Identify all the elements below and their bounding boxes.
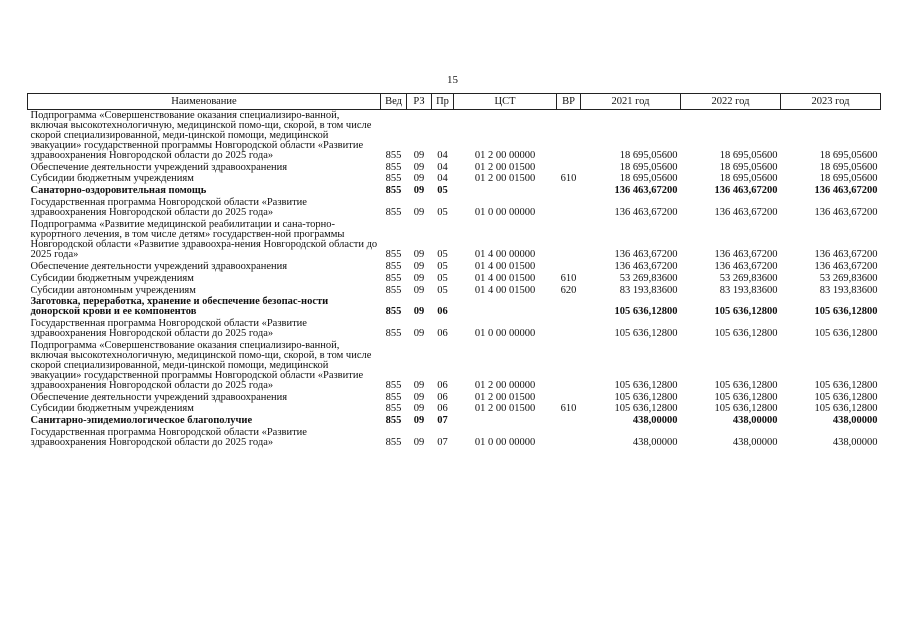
- row-2021-value: 18 695,05600: [619, 173, 678, 185]
- row-ved: 855: [385, 391, 402, 403]
- table-row: [28, 296, 881, 318]
- row-rz: 09: [413, 391, 425, 403]
- row-vr: [557, 197, 581, 219]
- row-ved: 855: [385, 415, 402, 427]
- row-rz: 09: [413, 272, 425, 284]
- row-2021-value: 438,00000: [632, 415, 678, 427]
- row-rz: 09: [413, 207, 425, 219]
- row-rz: 09: [413, 328, 425, 340]
- row-2022-value: 136 463,67200: [714, 260, 778, 272]
- row-pr: 06: [437, 379, 448, 391]
- row-2022-value: 105 636,12800: [714, 306, 778, 318]
- table-row: [28, 392, 881, 404]
- row-cst: 01 2 00 01500: [474, 391, 536, 403]
- row-name: Обеспечение деятельности учреждений здравоохранения: [30, 260, 288, 272]
- row-pr: 05: [437, 272, 448, 284]
- row-vr: [557, 340, 581, 392]
- row-rz: 09: [413, 149, 425, 161]
- row-rz: 09: [413, 161, 425, 173]
- row-pr: 04: [437, 149, 448, 161]
- header-2021: 2021 год: [581, 94, 681, 110]
- row-rz: 09: [413, 415, 425, 427]
- row-name: Санитарно-эпидемиологическое благополучие: [30, 415, 253, 427]
- row-2023-value: 105 636,12800: [814, 306, 878, 318]
- row-ved: 855: [385, 306, 402, 318]
- row-rz: 09: [413, 248, 425, 260]
- row-pr: 05: [437, 248, 448, 260]
- row-2023-value: 438,00000: [832, 415, 878, 427]
- row-name: Обеспечение деятельности учреждений здравоохранения: [30, 161, 288, 173]
- row-ved: 855: [385, 328, 402, 340]
- row-name: Обеспечение деятельности учреждений здравоохранения: [30, 391, 288, 403]
- row-cst: 01 4 00 01500: [474, 272, 536, 284]
- header-rz: РЗ: [407, 94, 432, 110]
- row-cst: [454, 296, 557, 318]
- row-2021-value: 83 193,83600: [619, 284, 678, 296]
- row-vr: [557, 185, 581, 197]
- row-2021-value: 18 695,05600: [619, 149, 678, 161]
- row-2023-value: 53 269,83600: [819, 272, 878, 284]
- row-pr: 07: [437, 437, 448, 449]
- row-2022-value: 18 695,05600: [719, 149, 778, 161]
- row-2022-value: 105 636,12800: [714, 328, 778, 340]
- row-2022-value: 105 636,12800: [714, 391, 778, 403]
- row-vr: 610: [560, 272, 577, 284]
- row-name: Субсидии бюджетным учреждениям: [30, 403, 194, 415]
- header-2022: 2022 год: [681, 94, 781, 110]
- row-name: Субсидии бюджетным учреждениям: [30, 173, 194, 185]
- table-row: [28, 285, 881, 297]
- row-ved: 855: [385, 260, 402, 272]
- row-2022-value: 53 269,83600: [719, 272, 778, 284]
- row-vr: 610: [560, 173, 577, 185]
- row-pr: 06: [437, 403, 448, 415]
- row-vr: [557, 261, 581, 273]
- header-2023: 2023 год: [781, 94, 881, 110]
- row-2021-value: 438,00000: [632, 437, 678, 449]
- row-2022-value: 136 463,67200: [714, 207, 778, 219]
- row-name: Субсидии бюджетным учреждениям: [30, 272, 194, 284]
- table-row: [28, 185, 881, 197]
- row-2021-value: 105 636,12800: [614, 379, 678, 391]
- row-cst: [454, 185, 557, 197]
- row-2022-value: 438,00000: [732, 415, 778, 427]
- table-row: [28, 162, 881, 174]
- row-2021-value: 105 636,12800: [614, 391, 678, 403]
- row-vr: [557, 162, 581, 174]
- row-2022-value: 18 695,05600: [719, 161, 778, 173]
- row-2021-value: 53 269,83600: [619, 272, 678, 284]
- row-ved: 855: [385, 185, 402, 197]
- row-ved: 855: [385, 173, 402, 185]
- row-2023-value: 18 695,05600: [819, 161, 878, 173]
- row-pr: 05: [437, 284, 448, 296]
- header-name: Наименование: [28, 94, 381, 110]
- table-row: [28, 340, 881, 392]
- row-2023-value: 136 463,67200: [814, 207, 878, 219]
- header-pr: Пр: [432, 94, 454, 110]
- row-cst: 01 2 00 00000: [474, 379, 536, 391]
- row-2023-value: 105 636,12800: [814, 379, 878, 391]
- row-vr: [557, 110, 581, 162]
- table-row: [28, 415, 881, 427]
- row-cst: 01 4 00 01500: [474, 260, 536, 272]
- row-2021-value: 105 636,12800: [614, 328, 678, 340]
- row-cst: 01 4 00 01500: [474, 284, 536, 296]
- row-name: Государственная программа Новгородской области «Развитие здравоохранения Новгородской области до 2025 года»: [30, 197, 307, 219]
- row-pr: 06: [437, 391, 448, 403]
- row-vr: [557, 427, 581, 449]
- header-ved: Вед: [381, 94, 407, 110]
- row-2023-value: 438,00000: [832, 437, 878, 449]
- row-rz: 09: [413, 173, 425, 185]
- row-rz: 09: [413, 185, 425, 197]
- row-cst: 01 2 00 00000: [474, 149, 536, 161]
- table-row: [28, 197, 881, 219]
- row-name: Санаторно-оздоровительная помощь: [30, 185, 207, 197]
- table-row: [28, 318, 881, 340]
- row-name: Государственная программа Новгородской области «Развитие здравоохранения Новгородской области до 2025 года»: [30, 427, 307, 449]
- row-vr: 620: [560, 284, 577, 296]
- row-cst: 01 0 00 00000: [474, 437, 536, 449]
- row-2021-value: 105 636,12800: [614, 403, 678, 415]
- table-row: [28, 403, 881, 415]
- row-name: Государственная программа Новгородской области «Развитие здравоохранения Новгородской области до 2025 года»: [30, 318, 307, 340]
- row-cst: 01 4 00 00000: [474, 248, 536, 260]
- row-vr: [557, 219, 581, 261]
- row-vr: 610: [560, 403, 577, 415]
- row-2021-value: 136 463,67200: [614, 207, 678, 219]
- row-2023-value: 105 636,12800: [814, 328, 878, 340]
- row-2021-value: 105 636,12800: [614, 306, 678, 318]
- row-2023-value: 136 463,67200: [814, 260, 878, 272]
- row-vr: [557, 296, 581, 318]
- row-rz: 09: [413, 403, 425, 415]
- row-cst: 01 0 00 00000: [474, 328, 536, 340]
- row-rz: 09: [413, 379, 425, 391]
- row-2023-value: 136 463,67200: [814, 248, 878, 260]
- row-2023-value: 18 695,05600: [819, 149, 878, 161]
- row-name: Заготовка, переработка, хранение и обеспечение безопас-ности донорской крови и ее компонентов: [30, 296, 329, 318]
- table-row: [28, 261, 881, 273]
- row-rz: 09: [413, 437, 425, 449]
- row-vr: [557, 318, 581, 340]
- row-pr: 04: [437, 161, 448, 173]
- row-2023-value: 105 636,12800: [814, 403, 878, 415]
- row-2022-value: 438,00000: [732, 437, 778, 449]
- row-ved: 855: [385, 272, 402, 284]
- row-rz: 09: [413, 306, 425, 318]
- row-cst: [454, 415, 557, 427]
- row-ved: 855: [385, 149, 402, 161]
- row-pr: 05: [437, 260, 448, 272]
- row-name: Подпрограмма «Совершенствование оказания специализиро-ванной, включая высокотехнологичную, медицинской помо-щи, скорой, в том числе скорой специализированной, меди-цинской помощи, медицинской эвакуации» государственной программы Новгородской области «Развитие здравоохранения Новгородской области до 2025 года»: [30, 110, 372, 161]
- row-2021-value: 18 695,05600: [619, 161, 678, 173]
- row-pr: 06: [437, 306, 448, 318]
- table-row: [28, 173, 881, 185]
- header-cst: ЦСТ: [454, 94, 557, 110]
- page-number: 15: [447, 74, 458, 86]
- row-rz: 09: [413, 284, 425, 296]
- row-ved: 855: [385, 248, 402, 260]
- table-header-row: [28, 94, 881, 110]
- row-rz: 09: [413, 260, 425, 272]
- row-2021-value: 136 463,67200: [614, 248, 678, 260]
- row-ved: 855: [385, 437, 402, 449]
- row-ved: 855: [385, 161, 402, 173]
- row-2022-value: 136 463,67200: [714, 185, 778, 197]
- row-ved: 855: [385, 207, 402, 219]
- row-2023-value: 18 695,05600: [819, 173, 878, 185]
- row-2023-value: 136 463,67200: [814, 185, 878, 197]
- table-row: [28, 110, 881, 162]
- row-ved: 855: [385, 379, 402, 391]
- row-vr: [557, 415, 581, 427]
- row-2022-value: 83 193,83600: [719, 284, 778, 296]
- table-body: [28, 110, 881, 450]
- table-row: [28, 427, 881, 449]
- row-2021-value: 136 463,67200: [614, 260, 678, 272]
- row-pr: 06: [437, 328, 448, 340]
- header-vr: ВР: [557, 94, 581, 110]
- row-cst: 01 2 00 01500: [474, 173, 536, 185]
- row-pr: 07: [437, 415, 448, 427]
- row-name: Подпрограмма «Совершенствование оказания специализиро-ванной, включая высокотехнологичную, медицинской помо-щи, скорой, в том числе скорой специализированной, меди-цинской помощи, медицинской эвакуации» государственной программы Новгородской области «Развитие здравоохранения Новгородской области до 2025 года»: [30, 340, 372, 391]
- budget-table: [27, 93, 881, 449]
- row-2021-value: 136 463,67200: [614, 185, 678, 197]
- row-ved: 855: [385, 284, 402, 296]
- row-name: Подпрограмма «Развитие медицинской реабилитации и сана-торно-курортного лечения, в том числе детям» государствен-ной программы Новгородской области «Развитие здравоохра-нения Новгородской области до 2025 года»: [30, 219, 378, 260]
- row-2023-value: 83 193,83600: [819, 284, 878, 296]
- row-pr: 05: [437, 185, 448, 197]
- row-vr: [557, 392, 581, 404]
- row-2022-value: 18 695,05600: [719, 173, 778, 185]
- row-2022-value: 136 463,67200: [714, 248, 778, 260]
- row-cst: 01 2 00 01500: [474, 403, 536, 415]
- row-2022-value: 105 636,12800: [714, 379, 778, 391]
- table-row: [28, 219, 881, 261]
- row-2022-value: 105 636,12800: [714, 403, 778, 415]
- row-ved: 855: [385, 403, 402, 415]
- table-row: [28, 273, 881, 285]
- row-cst: 01 0 00 00000: [474, 207, 536, 219]
- row-cst: 01 2 00 01500: [474, 161, 536, 173]
- row-2023-value: 105 636,12800: [814, 391, 878, 403]
- row-pr: 04: [437, 173, 448, 185]
- row-name: Субсидии автономным учреждениям: [30, 284, 196, 296]
- row-pr: 05: [437, 207, 448, 219]
